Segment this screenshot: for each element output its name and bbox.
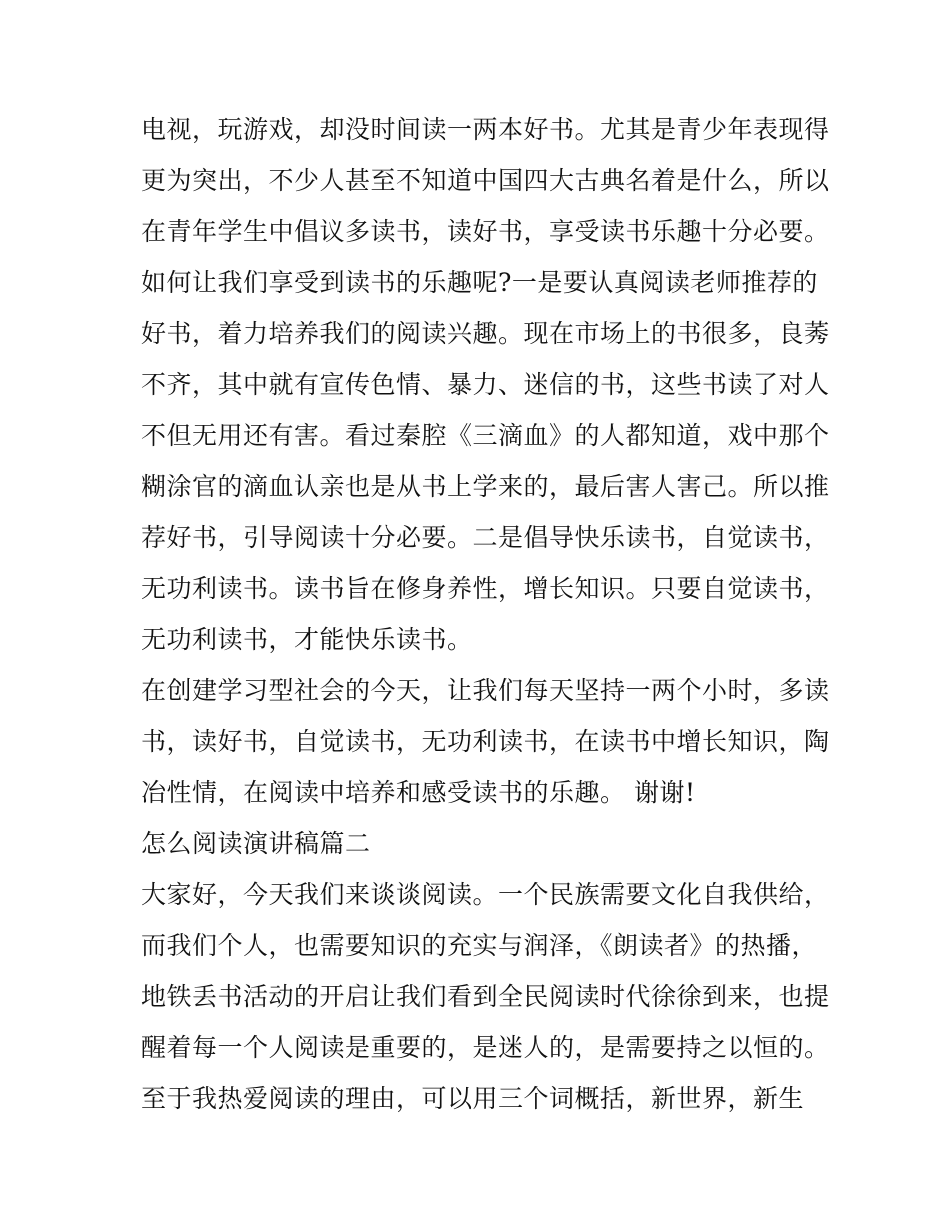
text-line: 如何让我们享受到读书的乐趣呢?一是要认真阅读老师推荐的: [141, 268, 818, 297]
text-line: 电视，玩游戏，却没时间读一两本好书。尤其是青少年表现得: [141, 115, 830, 144]
text-line: 冶性情，在阅读中培养和感受读书的乐趣。 谢谢!: [141, 778, 696, 807]
text-line: 在青年学生中倡议多读书，读好书，享受读书乐趣十分必要。: [141, 217, 830, 246]
text-line: 而我们个人，也需要知识的充实与润泽，《朗读者》的热播，: [141, 931, 818, 960]
section-heading: 怎么阅读演讲稿篇二: [141, 829, 371, 858]
text-line: 醒着每一个人阅读是重要的，是迷人的，是需要持之以恒的。: [141, 1033, 830, 1062]
text-line: 荐好书，引导阅读十分必要。二是倡导快乐读书，自觉读书，: [141, 523, 830, 552]
text-line: 糊涂官的滴血认亲也是从书上学来的，最后害人害己。所以推: [141, 472, 830, 501]
text-line: 无功利读书，才能快乐读书。: [141, 625, 473, 654]
text-line: 地铁丢书活动的开启让我们看到全民阅读时代徐徐到来，也提: [141, 982, 830, 1011]
text-line: 大家好，今天我们来谈谈阅读。一个民族需要文化自我供给，: [141, 880, 830, 909]
text-line: 无功利读书。读书旨在修身养性，增长知识。只要自觉读书，: [141, 574, 830, 603]
document-body: [141, 104, 830, 1124]
text-line: 好书，着力培养我们的阅读兴趣。现在市场上的书很多，良莠: [141, 319, 830, 348]
text-line: 不齐，其中就有宣传色情、暴力、迷信的书，这些书读了对人: [141, 370, 830, 399]
text-line: 至于我热爱阅读的理由，可以用三个词概括，新世界，新生: [141, 1084, 805, 1113]
text-line: 不但无用还有害。看过秦腔《三滴血》的人都知道，戏中那个: [141, 421, 830, 450]
text-line: 更为突出，不少人甚至不知道中国四大古典名着是什么，所以: [141, 166, 830, 195]
text-line: 书，读好书，自觉读书，无功利读书，在读书中增长知识，陶: [141, 727, 830, 756]
text-line: 在创建学习型社会的今天，让我们每天坚持一两个小时，多读: [141, 676, 830, 705]
